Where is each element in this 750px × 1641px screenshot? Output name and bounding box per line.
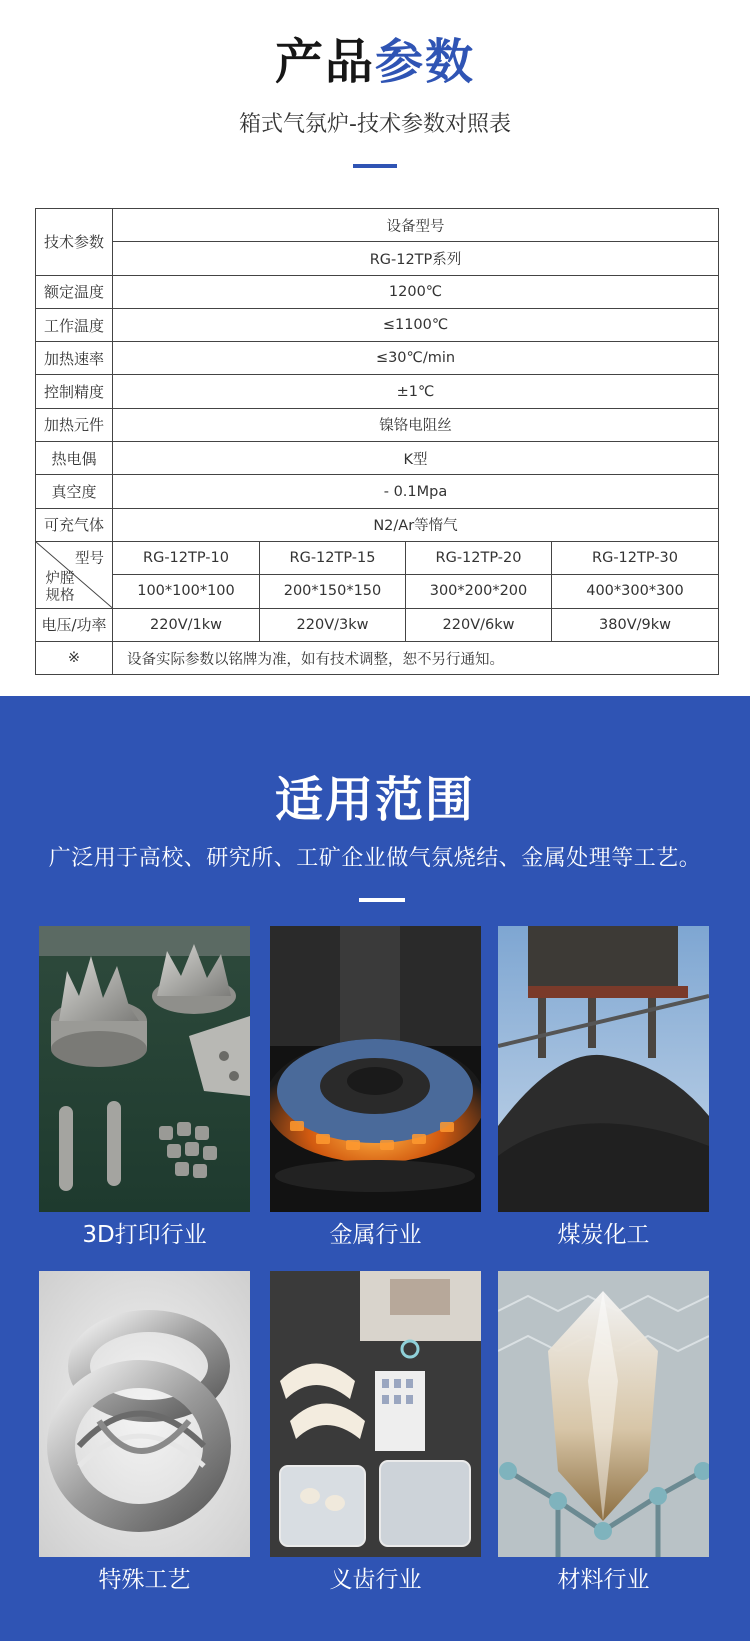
power-label: 电压/功率: [36, 608, 113, 641]
app-tile-caption: 3D打印行业: [82, 1222, 207, 1248]
chamber-size: 300*200*200: [406, 575, 552, 608]
app-tile-caption: 义齿行业: [329, 1567, 422, 1593]
app-tile-caption: 煤炭化工: [557, 1222, 650, 1248]
table-row: [36, 308, 719, 341]
app-tile-dental[interactable]: [270, 1271, 481, 1593]
application-scope-section: [0, 696, 750, 1641]
table-row: [36, 375, 719, 408]
row-label: 热电偶: [36, 442, 113, 475]
table-row: [36, 275, 719, 308]
row-label: 真空度: [36, 475, 113, 508]
app-tile-caption: 材料行业: [557, 1567, 650, 1593]
table-row: [36, 608, 719, 641]
row-value: - 0.1Mpa: [113, 475, 719, 508]
table-row: [36, 342, 719, 375]
row-value: K型: [113, 442, 719, 475]
diagonal-header-cell: [36, 541, 113, 608]
apps-title: 适用范围: [274, 772, 475, 828]
params-title: [0, 34, 750, 90]
product-params-section: [0, 0, 750, 696]
table-row: [36, 641, 719, 674]
note-text: 设备实际参数以铭牌为准，如有技术调整，恕不另行通知。: [113, 641, 719, 674]
app-tile-metal[interactable]: [270, 926, 481, 1248]
chamber-size: 200*150*150: [260, 575, 406, 608]
params-subtitle: 箱式气氛炉-技术参数对照表: [239, 112, 511, 137]
table-row: [36, 475, 719, 508]
spec-table: [35, 208, 719, 675]
apps-subtitle: 广泛用于高校、研究所、工矿企业做气氛烧结、金属处理等工艺。: [48, 846, 702, 871]
title-divider: [353, 164, 397, 168]
model-name: RG-12TP-20: [406, 541, 552, 574]
row-value: N2/Ar等惰气: [113, 508, 719, 541]
apps-title-divider: [359, 898, 405, 902]
row-value: ≤1100℃: [113, 308, 719, 341]
chamber-size: 400*300*300: [552, 575, 719, 608]
model-name: RG-12TP-10: [113, 541, 260, 574]
power-value: 380V/9kw: [552, 608, 719, 641]
row-label: 额定温度: [36, 275, 113, 308]
params-title-part2: 参数: [375, 34, 476, 90]
row-value: ±1℃: [113, 375, 719, 408]
tech-param-label: 技术参数: [36, 209, 113, 276]
row-label: 工作温度: [36, 308, 113, 341]
coal-pile-photo: [498, 926, 709, 1212]
app-tile-caption: 金属行业: [329, 1222, 422, 1248]
diag-bottom-label: 炉膛规格: [45, 570, 75, 604]
table-row: [36, 508, 719, 541]
app-tile-caption: 特殊工艺: [98, 1567, 191, 1593]
note-mark: ※: [36, 641, 113, 674]
power-value: 220V/1kw: [113, 608, 260, 641]
params-title-part1: 产品: [274, 34, 375, 90]
model-header: 设备型号: [113, 209, 719, 242]
row-value: 镍铬电阻丝: [113, 408, 719, 441]
app-tile-special-process[interactable]: [39, 1271, 250, 1593]
row-label: 加热速率: [36, 342, 113, 375]
model-name: RG-12TP-15: [260, 541, 406, 574]
model-name: RG-12TP-30: [552, 541, 719, 574]
power-value: 220V/6kw: [406, 608, 552, 641]
power-value: 220V/3kw: [260, 608, 406, 641]
table-row: [36, 408, 719, 441]
table-row: [36, 575, 719, 608]
row-label: 控制精度: [36, 375, 113, 408]
chamber-size: 100*100*100: [113, 575, 260, 608]
metal-gear-heating-photo: [270, 926, 481, 1212]
series-name: RG-12TP系列: [113, 242, 719, 275]
row-value: ≤30℃/min: [113, 342, 719, 375]
row-value: 1200℃: [113, 275, 719, 308]
app-tile-materials[interactable]: [498, 1271, 709, 1593]
row-label: 加热元件: [36, 408, 113, 441]
table-row: [36, 209, 719, 242]
row-label: 可充气体: [36, 508, 113, 541]
3d-printed-parts-photo: [39, 926, 250, 1212]
table-row: [36, 541, 719, 574]
crystal-material-photo: [498, 1271, 709, 1557]
table-row: [36, 442, 719, 475]
app-tile-3d-printing[interactable]: [39, 926, 250, 1248]
app-tile-coal-chemical[interactable]: [498, 926, 709, 1248]
diag-top-label: 型号: [75, 550, 104, 567]
dental-prosthesis-photo: [270, 1271, 481, 1557]
silver-ring-photo: [39, 1271, 250, 1557]
table-row: [36, 242, 719, 275]
